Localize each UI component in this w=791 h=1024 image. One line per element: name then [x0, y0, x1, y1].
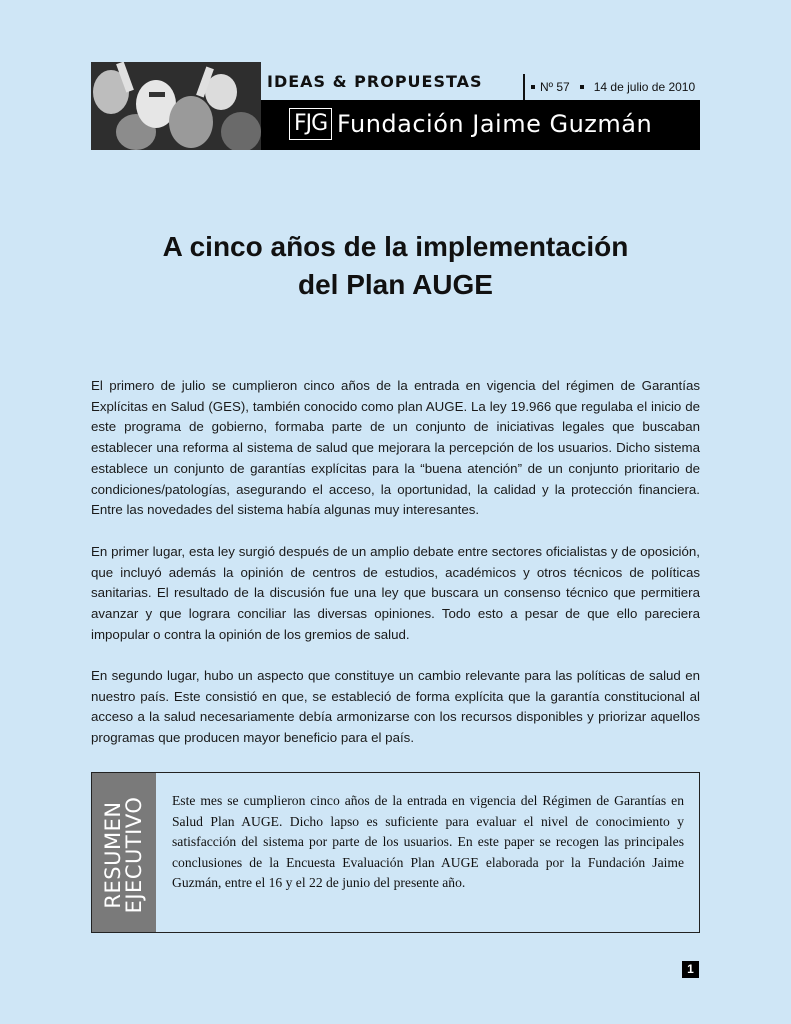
document-title: [0, 228, 791, 304]
bullet-icon: [580, 85, 584, 89]
photo-image: [91, 62, 261, 150]
summary-label-line-1: RESUMEN: [101, 801, 125, 909]
paragraph-2: En primer lugar, esta ley surgió después de un amplio debate entre sectores oficialistas y de oposición, que incluyó además la opinión de centros de estudios, académicos y otros técnicos de políticas sanitarias. El resultado de la discusión fue una ley que buscara un consenso técnico que permitiera avanzar y que lograra conciliar las diversas opiniones. Todo esto a pesar de que ello pareciera impopular o contra la opinión de los gremios de salud.: [91, 544, 700, 642]
paragraph-1: El primero de julio se cumplieron cinco años de la entrada en vigencia del régimen de Garantías Explícitas en Salud (GES), también conocido como plan AUGE. La ley 19.966 que regulaba el inicio de este programa de gobierno, formaba parte de un conjunto de iniciativas legales que buscaban establecer una reforma al sistema de salud que mejorara la percepción de los usuarios. Dicho sistema establece un conjunto de garantías explícitas para la “buena atención” de un conjunto prioritario de condiciones/patologías, asegurando el acceso, la oportunidad, la calidad y la protección financiera. Entre las novedades del sistema había algunas muy interesantes.: [91, 378, 700, 518]
crowd-photo: [91, 62, 261, 150]
title-line-2: del Plan AUGE: [297, 269, 493, 300]
executive-summary-box: [91, 772, 700, 933]
bullet-icon: [531, 85, 535, 89]
page-number: 1: [682, 961, 699, 978]
summary-text: Este mes se cumplieron cinco años de la entrada en vigencia del Régimen de Garantías en Salud Plan AUGE. Dicho lapso es suficiente para evaluar el nivel de conocimiento y satisfacción del sistema por parte de los usuarios. En este paper se recogen las principales conclusiones de la Encuesta Evaluación Plan AUGE elaborada por la Fundación Jaime Guzmán, entre el 16 y el 22 de junio del presente año.: [172, 793, 684, 890]
issue-number: Nº 57: [540, 80, 570, 94]
title-line-1: A cinco años de la implementación: [162, 231, 629, 262]
masthead: [91, 62, 700, 150]
fjg-logo: FJG: [289, 108, 332, 140]
foundation-bar: [261, 100, 700, 150]
summary-side-panel: [92, 773, 156, 932]
paragraph-3: En segundo lugar, hubo un aspecto que constituye un cambio relevante para las políticas de salud en nuestro país. Este consistió en que, se estableció de forma explícita que la garantía constitucional al acceso a la salud necesariamente debía armonizarse con los recursos disponibles y priorizar aquellos programas que producen mayor beneficio para el país.: [91, 668, 700, 746]
issue-date: 14 de julio de 2010: [593, 80, 696, 94]
foundation-name-rest: Jaime Guzmán: [472, 110, 653, 138]
series-bar: [261, 62, 700, 100]
foundation-name: [337, 110, 652, 138]
summary-label-line-2: EJECUTIVO: [122, 796, 146, 914]
series-title: IDEAS & PROPUESTAS: [267, 72, 483, 91]
summary-label: [103, 797, 145, 914]
divider: [523, 74, 525, 100]
issue-info: [531, 80, 695, 94]
foundation-name-first: Fundación: [337, 110, 465, 138]
